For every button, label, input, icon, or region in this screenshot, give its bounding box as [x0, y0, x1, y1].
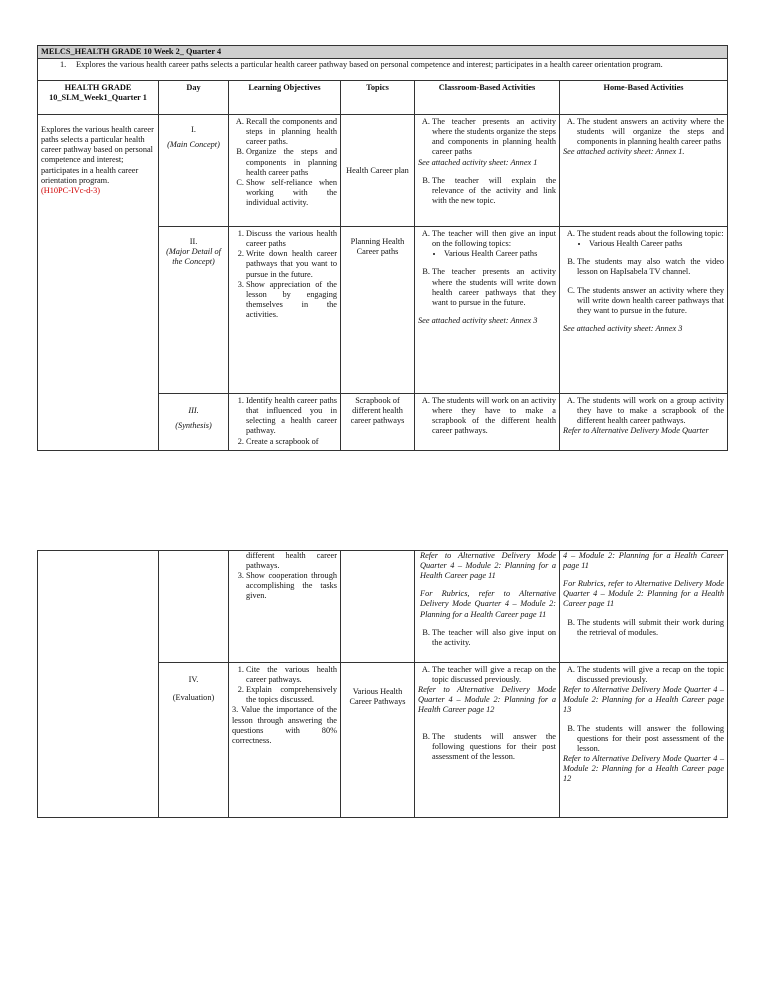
adm-ref: Refer to Alternative Delivery Mode Quarter 4 – Module 2: Planning for a Health Career page 13	[563, 685, 724, 715]
list-item: C. The students answer an activity where they will write down health career pathways that they want to pursue in the future.	[577, 286, 724, 316]
annex-ref: See attached activity sheet: Annex 1	[418, 157, 538, 167]
home-cell	[560, 551, 728, 663]
list-item: 3. Value the importance of the lesson through answering the questions with 80% correctness.	[232, 705, 337, 745]
topic-cell: Various Health Career Pathways	[341, 663, 415, 818]
lesson-plan-table-page-1	[37, 45, 728, 451]
objectives-cell	[229, 663, 341, 818]
column-header-objectives: Learning Objectives	[229, 81, 341, 115]
list-item: A. The teacher will then give an input on the following topics:	[432, 229, 556, 249]
adm-ref: Refer to Alternative Delivery Mode Quarter 4 – Module 2: Planning for a Health Career page 12	[418, 685, 556, 715]
list-item: 2. Create a scrapbook of	[246, 437, 337, 447]
competency-text: Explores the various health career paths selects a particular health career pathway based on personal competence and interest; participates in a health career orientation program.	[41, 125, 154, 185]
day-cell: IV. (Evaluation)	[159, 663, 229, 818]
home-cell	[560, 394, 728, 451]
objectives-cell: different health career pathways. 3. Show cooperation through accomplishing the tasks given.	[229, 551, 341, 663]
list-item: B. The teacher presents an activity where the students will write down health career pathways that they want to pursue in the future.	[432, 267, 556, 307]
bullet-item: • Various Health Career paths	[589, 239, 724, 249]
list-item: 3. Show cooperation through accomplishing the tasks given.	[246, 571, 337, 601]
list-item: B. The students will submit their work during the retrieval of modules.	[577, 618, 724, 638]
list-item: A. The student reads about the following topic:	[577, 229, 724, 239]
home-cell	[560, 227, 728, 394]
rubrics-ref: For Rubrics, refer to Alternative Delivery Mode Quarter 4 – Module 2: Planning for a Health Career page 11	[420, 589, 556, 619]
topic-cell	[341, 551, 415, 663]
list-item: 1. Identify health career paths that influenced you in selecting a health career pathway.	[246, 396, 337, 436]
column-header-day: Day	[159, 81, 229, 115]
adm-ref: 4 – Module 2: Planning for a Health Career page 11	[563, 551, 724, 571]
list-item: A. The students will work on an activity where they have to make a scrapbook of the different health career pathways.	[432, 396, 556, 436]
list-item: 3. Show appreciation of the lesson by engaging themselves in the activities.	[246, 280, 337, 320]
list-item: A. The students will give a recap on the topic discussed previously.	[577, 665, 724, 685]
day-cell	[159, 551, 229, 663]
objectives-cell	[229, 115, 341, 227]
home-cell	[560, 663, 728, 818]
annex-ref: See attached activity sheet: Annex 1.	[563, 147, 685, 157]
column-header-classroom: Classroom-Based Activities	[415, 81, 560, 115]
competency-cell	[38, 115, 159, 451]
adm-ref: Refer to Alternative Delivery Mode Quarter 4 – Module 2: Planning for a Health Career page 11	[420, 551, 556, 581]
topic-cell: Planning Health Career paths	[341, 227, 415, 394]
column-header-topics: Topics	[341, 81, 415, 115]
objectives-cell	[229, 227, 341, 394]
column-header-grade: HEALTH GRADE 10_SLM_Week1_Quarter 1	[38, 81, 159, 115]
rubrics-ref: For Rubrics, refer to Alternative Delivery Mode Quarter 4 – Module 2: Planning for a Health Career page 11	[563, 579, 724, 609]
topic-cell: Health Career plan	[341, 115, 415, 227]
melc-statement: 1. Explores the various health career paths selects a particular health career pathway based on personal competence and interest; participates in a health career orientation program.	[38, 59, 728, 81]
melcs-title: MELCS_HEALTH GRADE 10 Week 2_ Quarter 4	[38, 46, 728, 59]
day-cell: III. (Synthesis)	[159, 394, 229, 451]
list-item: A. The teacher will give a recap on the topic discussed previously.	[432, 665, 556, 685]
annex-ref: See attached activity sheet: Annex 3	[418, 315, 538, 325]
day-cell: II. (Major Detail of the Concept)	[159, 227, 229, 394]
list-item: A. The teacher presents an activity where the students organize the steps and components in planning health career paths	[432, 117, 556, 157]
list-item: 2. Explain comprehensively the topics discussed.	[246, 685, 337, 705]
classroom-cell	[415, 663, 560, 818]
table-row-day-3-continued	[38, 551, 728, 663]
classroom-cell	[415, 551, 560, 663]
list-item: B. The students may also watch the video lesson on HapIsabela TV channel.	[577, 257, 724, 277]
column-header-home: Home-Based Activities	[560, 81, 728, 115]
list-item: B. Organize the steps and components in planning health career paths	[246, 147, 337, 177]
classroom-cell	[415, 115, 560, 227]
home-cell	[560, 115, 728, 227]
list-item: B. The students will answer the following questions for their post assessment of the lesson.	[577, 724, 724, 754]
list-item: A. Recall the components and steps in planning health career paths.	[246, 117, 337, 147]
competency-cell-continued	[38, 551, 159, 818]
classroom-cell	[415, 227, 560, 394]
objectives-cell	[229, 394, 341, 451]
list-item: 2. Write down health career pathways that you want to pursue in the future.	[246, 249, 337, 279]
list-item: 1. Cite the various health career pathways.	[246, 665, 337, 685]
bullet-item: • Various Health Career paths	[444, 249, 556, 259]
list-item: B. The students will answer the following questions for their post assessment of the lesson.	[432, 732, 556, 762]
list-item: C. Show self-reliance when working with the individual activity.	[246, 178, 337, 208]
day-cell: I. (Main Concept)	[159, 115, 229, 227]
competency-code: (H10PC-IVc-d-3)	[41, 185, 100, 195]
list-item: 1. Discuss the various health career paths	[246, 229, 337, 249]
list-item: A. The students will work on a group activity they have to make a scrapbook of the different health career pathways.	[577, 396, 724, 426]
adm-ref: Refer to Alternative Delivery Mode Quarter	[563, 426, 709, 436]
list-item: B. The teacher will also give input on the activity.	[432, 628, 556, 648]
lesson-plan-table-page-2	[37, 550, 728, 818]
table-row-day-1	[38, 115, 728, 227]
annex-ref: See attached activity sheet: Annex 3	[563, 323, 683, 333]
classroom-cell	[415, 394, 560, 451]
list-item: B. The teacher will explain the relevance of the activity and link with the new topic.	[432, 176, 556, 206]
list-item: A. The student answers an activity where the students will organize the steps and components in planning health career paths	[577, 117, 724, 147]
adm-ref: Refer to Alternative Delivery Mode Quarter 4 – Module 2: Planning for a Health Career page 12	[563, 753, 724, 784]
topic-cell: Scrapbook of different health career pathways	[341, 394, 415, 451]
